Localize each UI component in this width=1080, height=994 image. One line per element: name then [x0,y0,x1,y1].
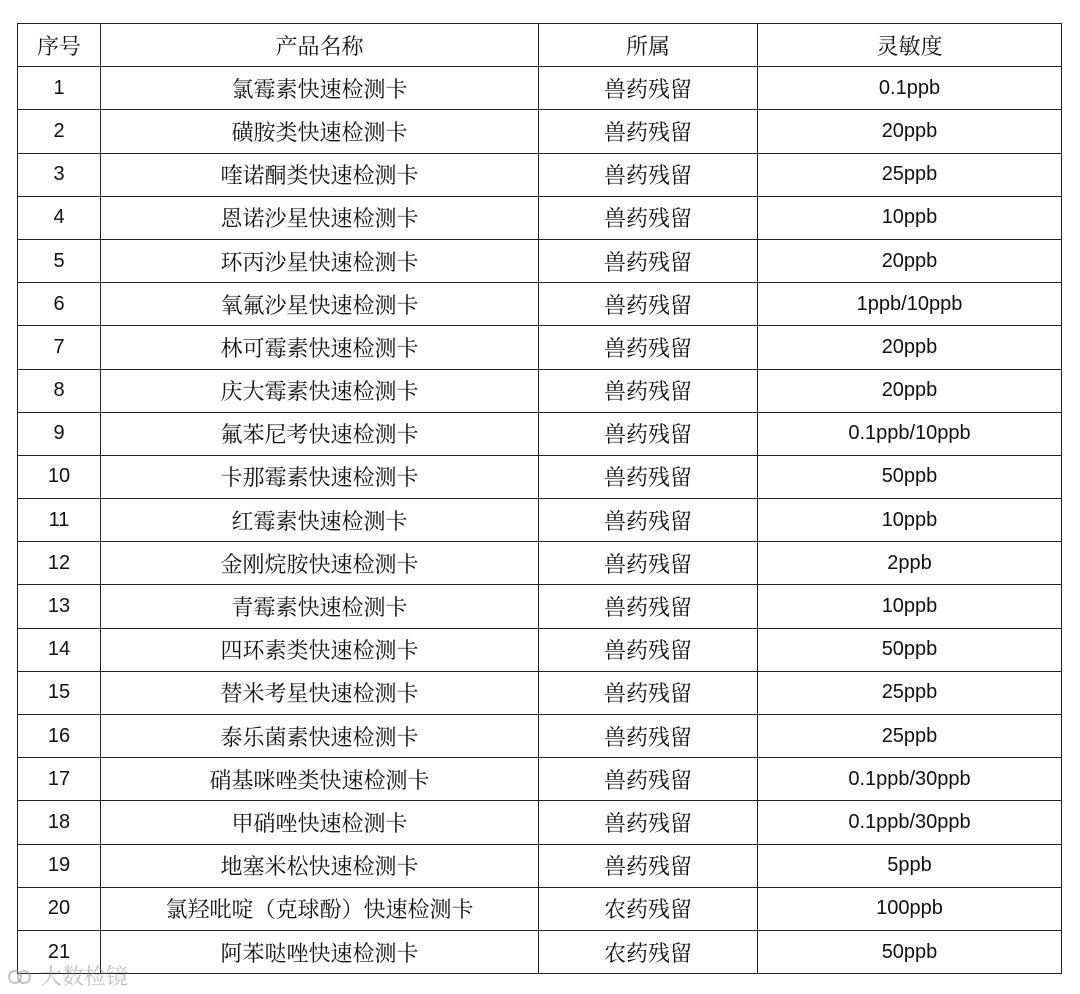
cell-product-name: 替米考星快速检测卡 [101,671,539,714]
cell-sensitivity: 5ppb [758,844,1062,887]
cell-num: 11 [18,499,101,542]
cell-num: 21 [18,930,101,973]
cell-product-name: 庆大霉素快速检测卡 [101,369,539,412]
cell-sensitivity: 20ppb [758,369,1062,412]
cell-sensitivity: 25ppb [758,671,1062,714]
cell-num: 13 [18,585,101,628]
cell-sensitivity: 1ppb/10ppb [758,283,1062,326]
table-row [18,758,1062,801]
cell-product-name: 林可霉素快速检测卡 [101,326,539,369]
cell-category: 兽药残留 [539,455,758,498]
cell-sensitivity: 50ppb [758,930,1062,973]
table-row [18,326,1062,369]
cell-sensitivity: 20ppb [758,110,1062,153]
cell-product-name: 氟苯尼考快速检测卡 [101,412,539,455]
cell-product-name: 地塞米松快速检测卡 [101,844,539,887]
cell-category: 兽药残留 [539,369,758,412]
cell-category: 农药残留 [539,930,758,973]
cell-num: 6 [18,283,101,326]
table-row [18,499,1062,542]
table-row [18,887,1062,930]
table-row [18,628,1062,671]
cell-category: 兽药残留 [539,542,758,585]
cell-sensitivity: 10ppb [758,196,1062,239]
cell-sensitivity: 20ppb [758,326,1062,369]
cell-product-name: 环丙沙星快速检测卡 [101,239,539,282]
cell-num: 19 [18,844,101,887]
table-row [18,369,1062,412]
cell-sensitivity: 0.1ppb/30ppb [758,758,1062,801]
table-header-row [18,24,1062,67]
cell-category: 兽药残留 [539,412,758,455]
cell-num: 9 [18,412,101,455]
cell-product-name: 氯羟吡啶（克球酚）快速检测卡 [101,887,539,930]
header-category: 所属 [539,24,758,67]
cell-product-name: 甲硝唑快速检测卡 [101,801,539,844]
cell-product-name: 磺胺类快速检测卡 [101,110,539,153]
table-row [18,110,1062,153]
cell-category: 兽药残留 [539,239,758,282]
cell-category: 兽药残留 [539,758,758,801]
cell-product-name: 硝基咪唑类快速检测卡 [101,758,539,801]
table-row [18,196,1062,239]
cell-category: 兽药残留 [539,67,758,110]
table-row [18,153,1062,196]
cell-sensitivity: 50ppb [758,628,1062,671]
cell-category: 兽药残留 [539,499,758,542]
table-row [18,412,1062,455]
cell-num: 16 [18,715,101,758]
table-row [18,585,1062,628]
cell-category: 兽药残留 [539,671,758,714]
cell-category: 兽药残留 [539,153,758,196]
cell-num: 4 [18,196,101,239]
cell-num: 2 [18,110,101,153]
cell-product-name: 恩诺沙星快速检测卡 [101,196,539,239]
cell-sensitivity: 25ppb [758,153,1062,196]
table-row [18,801,1062,844]
cell-sensitivity: 0.1ppb/10ppb [758,412,1062,455]
cell-sensitivity: 10ppb [758,585,1062,628]
product-table [17,23,1062,974]
cell-num: 8 [18,369,101,412]
cell-category: 兽药残留 [539,628,758,671]
cell-category: 兽药残留 [539,801,758,844]
cell-sensitivity: 0.1ppb [758,67,1062,110]
cell-sensitivity: 25ppb [758,715,1062,758]
cell-category: 农药残留 [539,887,758,930]
cell-category: 兽药残留 [539,585,758,628]
cell-product-name: 青霉素快速检测卡 [101,585,539,628]
cell-product-name: 喹诺酮类快速检测卡 [101,153,539,196]
cell-num: 5 [18,239,101,282]
cell-sensitivity: 0.1ppb/30ppb [758,801,1062,844]
table-row [18,930,1062,973]
cell-product-name: 泰乐菌素快速检测卡 [101,715,539,758]
cell-num: 1 [18,67,101,110]
cell-num: 3 [18,153,101,196]
cell-num: 7 [18,326,101,369]
table-row [18,844,1062,887]
header-num: 序号 [18,24,101,67]
cell-num: 12 [18,542,101,585]
table-row [18,542,1062,585]
cell-category: 兽药残留 [539,715,758,758]
cell-num: 18 [18,801,101,844]
cell-product-name: 卡那霉素快速检测卡 [101,455,539,498]
table-row [18,671,1062,714]
cell-product-name: 阿苯哒唑快速检测卡 [101,930,539,973]
cell-sensitivity: 20ppb [758,239,1062,282]
cell-category: 兽药残留 [539,196,758,239]
cell-sensitivity: 2ppb [758,542,1062,585]
cell-product-name: 氧氟沙星快速检测卡 [101,283,539,326]
table-row [18,239,1062,282]
header-sensitivity: 灵敏度 [758,24,1062,67]
product-table-container [17,23,1061,974]
cell-category: 兽药残留 [539,326,758,369]
cell-product-name: 四环素类快速检测卡 [101,628,539,671]
cell-sensitivity: 10ppb [758,499,1062,542]
table-row [18,67,1062,110]
cell-sensitivity: 100ppb [758,887,1062,930]
cell-product-name: 金刚烷胺快速检测卡 [101,542,539,585]
table-body [18,67,1062,974]
cell-category: 兽药残留 [539,110,758,153]
table-row [18,715,1062,758]
cell-num: 15 [18,671,101,714]
cell-category: 兽药残留 [539,283,758,326]
cell-num: 20 [18,887,101,930]
table-row [18,455,1062,498]
watermark-text: 大数检镜 [40,965,129,990]
header-name: 产品名称 [101,24,539,67]
table-row [18,283,1062,326]
cell-num: 14 [18,628,101,671]
cell-num: 17 [18,758,101,801]
cell-num: 10 [18,455,101,498]
cell-sensitivity: 50ppb [758,455,1062,498]
cell-category: 兽药残留 [539,844,758,887]
cell-product-name: 红霉素快速检测卡 [101,499,539,542]
cell-product-name: 氯霉素快速检测卡 [101,67,539,110]
